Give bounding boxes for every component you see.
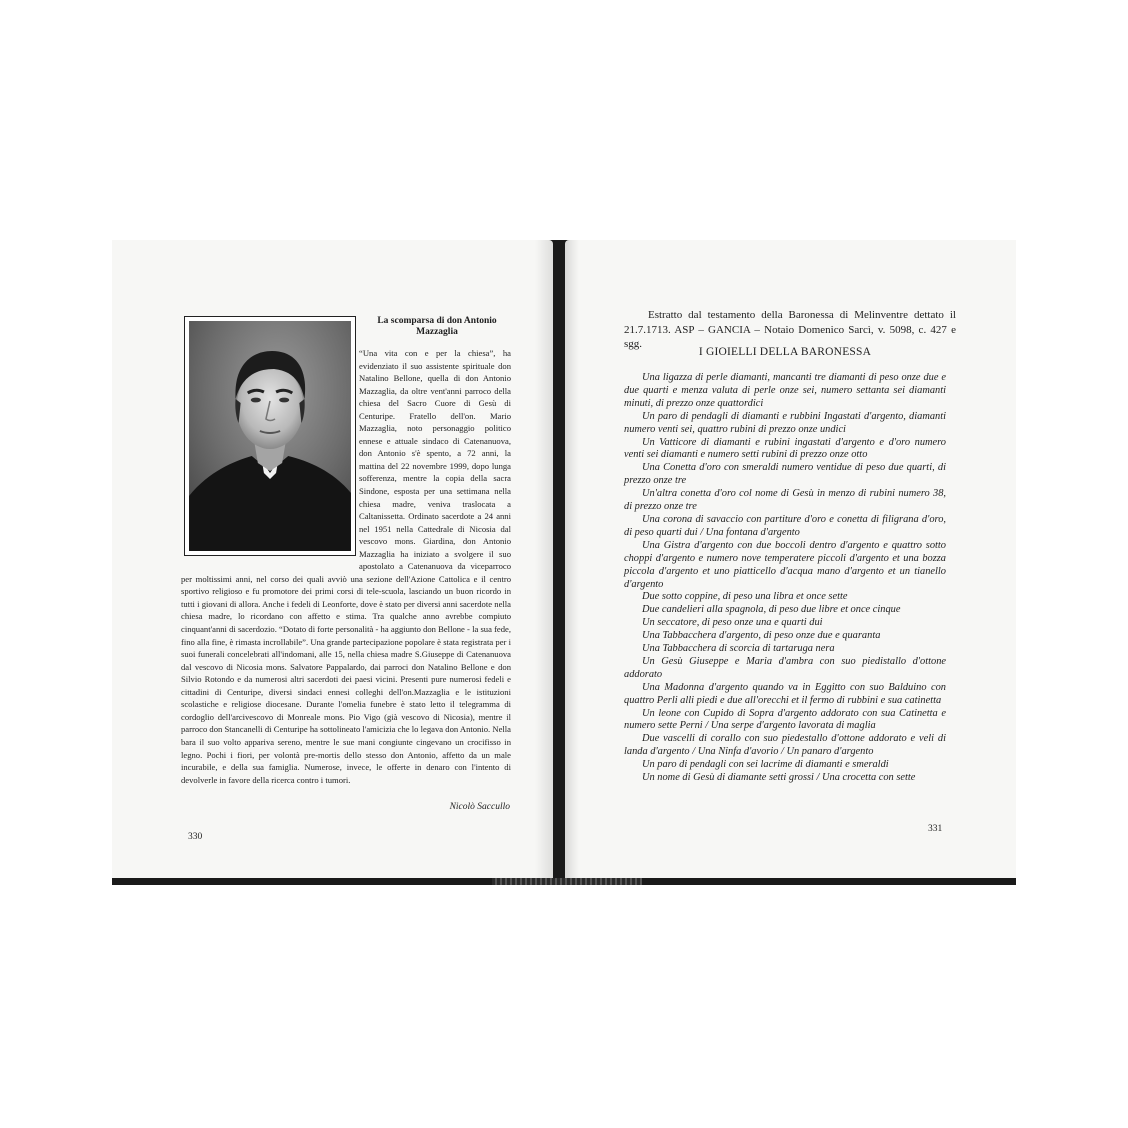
list-item: Un Gesù Giuseppe e Maria d'ambra con suo piedistallo d'ottone addorato <box>624 655 946 680</box>
list-item: Una ligazza di perle diamanti, mancanti tre diamanti di peso onze due e due quarti e menza valuta di perle onze sei, numero settanta sei diamanti minuti, di prezzo onze quattordici <box>624 372 946 409</box>
right-page <box>565 240 1016 878</box>
list-item: Due sotto coppine, di peso una libra et once sette <box>642 591 848 603</box>
list-item: Un nome di Gesù di diamante setti grossi / Una crocetta con sette <box>642 772 916 784</box>
list-item: Una Madonna d'argento quando va in Eggitto con suo Balduino con quattro Perli alli piedi e due all'orecchi et il fermo di rubbini e sua catinetta <box>624 681 946 706</box>
book-spine-edge <box>492 878 642 885</box>
article-title: La scomparsa di don Antonio Mazzaglia <box>377 316 497 337</box>
left-gutter-shadow <box>535 240 553 878</box>
jewel-list <box>624 372 946 785</box>
list-item: Due candelieri alla spagnola, di peso due libre et once cinque <box>642 604 901 616</box>
left-page <box>112 240 553 878</box>
article-paragraph: “Una vita con e per la chiesa”, ha evidenziato il suo assistente spirituale don Natalino Bellone, quella di don Antonio Mazzaglia, da oltre vent'anni parroco della chiesa del Sacro Cuore di Gesù di Centuripe. Fratello dell'on. Mario Mazzaglia, noto personaggio politico ennese e attuale sindaco di Catenanuova, don Antonio s'è spento, a 72 anni, la mattina del 22 novembre 1999, dopo lunga sofferenza, mentre la copia della sacra Sindone, esposta per una settimana nella chiesa madre, veniva traslocata a Caltanissetta. Ordinato sacerdote a 24 anni nel 1951 nella Cattedrale di Nicosia dal vescovo mons. Giardina, don Antonio Mazzaglia ha iniziato a svolgere il suo apostolato a Catenanuova da viceparroco per moltissimi anni, nel corso dei quali avviò una sezione dell'Azione Cattolica e il centro sportivo religioso e fu promotore dei primi corsi di tele-scuola, lasciando un buon ricordo in tutti i giovani di allora. Anche i fedeli di Leonforte, dove è stato per diversi anni sacerdote nella chiesa madre, lo ricordano con affetto e stima. Tra qualche anno avrebbe compiuto cinquant'anni di sacerdozio. “Dotato di forte personalità - ha aggiunto don Bellone - la sua fede, fino alla fine, è rimasta incrollabile”. Una grande partecipazione popolare è stata registrata per i suoi funerali concelebrati all'indomani, alle 15, nella chiesa madre S.Giuseppe di Catenanuova dal vescovo di Nicosia mons. Salvatore Pappalardo, dai parroci don Natalino Bellone e don Silvio Rotondo e da numerosi altri sacerdoti dei paesi vicini. Presenti pure numerosi fedeli e cittadini di Centuripe, diversi sindaci ennesi colleghi dell'on.Mazzaglia e le istituzioni scolastiche e religiose diocesane. Durante l'omelia funebre è stato letto il telegramma di cordoglio dell'arcivescovo di Monreale mons. Pio Vigo (già vescovo di Nicosia), mentre il parroco don Stancanelli di Centuripe ha sottolineato l'amicizia che lo legava don Antonio. Nella bara il suo volto appariva sereno, mentre le sue mani congiunte cingevano un crocifisso in legno. Pochi i fiori, per volontà pre-mortis dello stesso don Antonio, affetto da un male incurabile, e della sua famiglia. Numerose, invece, le offerte in denaro con l'intento di devolverle in favore della ricerca contro i tumori. <box>181 348 511 785</box>
list-item: Una Tabbacchera d'argento, di peso onze due e quaranta <box>642 630 881 642</box>
list-item: Una Conetta d'oro con smeraldi numero ventidue di peso due quarti, di prezzo onze tre <box>624 462 946 487</box>
right-gutter-shadow <box>565 240 579 878</box>
list-item: Due vascelli di corallo con suo piedestallo d'ottone addorato e veli di landa d'argento / Una Ninfa d'avorio / Un panaro d'argento <box>624 733 946 758</box>
list-item: Un Vatticore di diamanti e rubini ingastati d'argento e d'oro numero venti sei diamanti e numero setti rubini di prezzo onze otto <box>624 436 946 461</box>
list-item: Una Tabbacchera di scorcia di tartaruga nera <box>642 643 835 655</box>
list-item: Un leone con Cupido di Sopra d'argento addorato con sua Catinetta e numero sette Perni / Una serpe d'argento lavorata di maglia <box>624 707 946 732</box>
list-item: Un paro di pendagli di diamanti e rubbini Ingastati d'argento, diamanti numero venti sei, quattro rubini di prezzo onze undici <box>624 410 946 435</box>
testament-intro: Estratto dal testamento della Baronessa di Melinventre dettato il 21.7.1713. ASP – GANCIA – Notaio Domenico Sarcì, v. 5098, c. 427 e sgg. <box>624 309 956 350</box>
book-spread <box>112 240 1016 885</box>
page-number-right: 331 <box>928 824 943 834</box>
page-number-left: 330 <box>188 832 203 842</box>
article-body <box>181 347 511 786</box>
article-author: Nicolò Saccullo <box>449 802 510 812</box>
photo-wrap-spacer <box>181 347 359 563</box>
list-item: Un paro di pendagli con sei lacrime di diamanti e smeraldi <box>642 759 889 771</box>
list-item: Una Gistra d'argento con due boccoli dentro d'argento e quattro sotto choppi d'argento e numero nove temperatere piccoli d'argento et una bozza piccola d'argento et uno piatticello d'acqua mano d'argento et un tianello d'argento <box>624 539 946 590</box>
list-item: Un seccatore, di peso onze una e quarti dui <box>642 617 823 629</box>
list-item: Un'altra conetta d'oro col nome di Gesù in menzo di rubini numero 38, di prezzo onze tre <box>624 488 946 513</box>
list-item: Una corona di savaccio con partiture d'oro e conetta di filigrana d'oro, di peso quarti dui / Una fontana d'argento <box>624 513 946 538</box>
section-title: I GIOIELLI DELLA BARONESSA <box>698 346 872 358</box>
